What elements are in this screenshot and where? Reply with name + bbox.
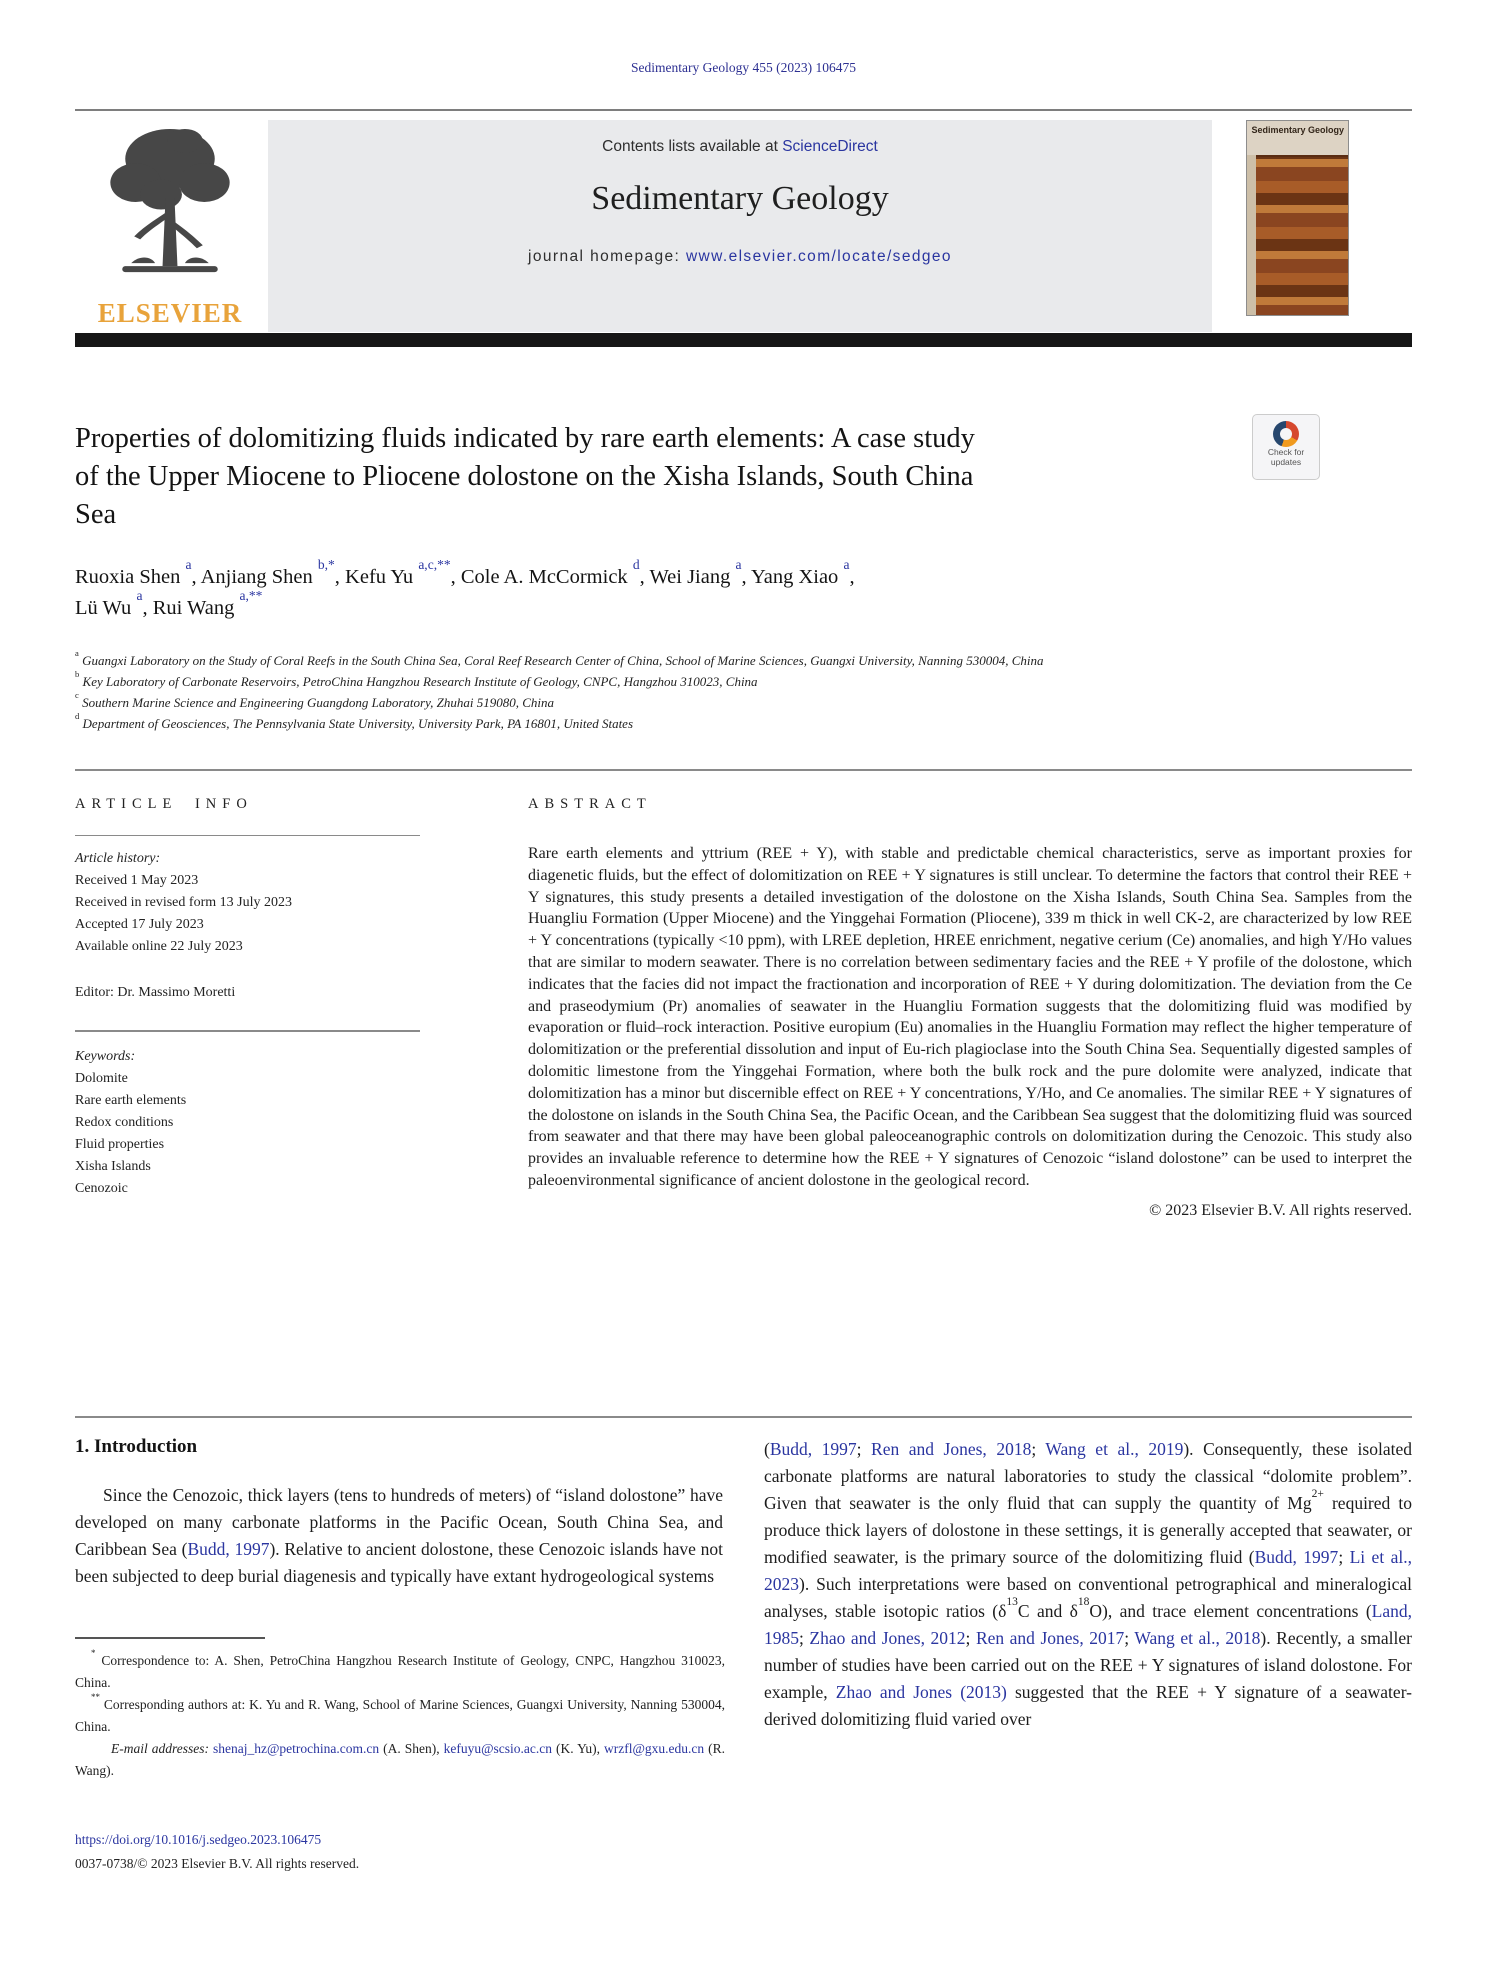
section-divider <box>75 769 1412 771</box>
history-label: Article history: <box>75 851 161 867</box>
text-segment: (A. Shen), <box>379 1741 444 1756</box>
elsevier-logo <box>75 120 265 332</box>
citation-link[interactable]: Zhao and Jones (2013) <box>835 1682 1007 1702</box>
text-segment: Contents lists available at <box>602 138 783 155</box>
article-title: Properties of dolomitizing fluids indicated by rare earth elements: A case study of the Upper Miocene to Pliocene dolostone on the Xisha Islands, South China Sea <box>75 423 975 530</box>
text-segment: Ruoxia Shen <box>75 566 186 588</box>
superscript: a,** <box>239 588 263 604</box>
superscript: 2+ <box>1311 1487 1324 1500</box>
journal-cover <box>1246 120 1349 316</box>
text-segment: C and δ <box>1017 1601 1078 1621</box>
journal-homepage-link[interactable]: www.elsevier.com/locate/sedgeo <box>685 248 952 265</box>
abstract-text: Rare earth elements and yttrium (REE + Y), with stable and predictable chemical characteristics, serve as important proxies for diagenetic fluids, but the effect of dolomitization on REE + Y signatures is still unclear. To determine the factors that control their REE + Y signatures, this study presents a detailed investigation of the dolostone on the Xisha Islands, South China Sea. Samples from the Huangliu Formation (Upper Miocene) and the Yinggehai Formation (Pliocene), 339 m thick in well CK-2, are characterized by low REE + Y concentrations (typically <10 ppm), with LREE depletion, HREE enrichment, negative cerium (Ce) anomalies, and high Y/Ho values that are similar to modern seawater. There is no correlation between sedimentary facies and the REE + Y profile of the dolostone, which indicates that the facies did not impact the fractionation and incorporation of REE + Y during dolomitization. The deviation from the Ce and praseodymium (Pr) anomalies of seawater in the Huangliu Formation suggests that the dolomitizing fluid was modified by evaporation or fluid–rock interaction. Positive europium (Eu) anomalies in the Huangliu Formation may reflect the higher temperature of dolomitization or the preferential dissolution and input of Eu-rich plagioclase into the South China Sea. Sequentially digested samples of dolomitic limestone from the Yinggehai Formation, where both the bulk rock and the pure dolomite were analyzed, indicate that dolomitization has a minor but discernible effect on REE + Y concentrations, Y/Ho, and Ce anomalies. The similar REE + Y signatures of the dolostone on islands in the South China Sea, the Pacific Ocean, and the Caribbean Sea suggest that the dolomitizing fluid was sourced from seawater and that there may have been global paleoceanographic controls on dolomitization during the Cenozoic. This study also provides an invaluable reference to determine how the REE + Y signatures of Cenozoic “island dolostone” can be used to interpret the paleoenvironmental significance of ancient dolostone in the geological record. <box>528 845 1412 1189</box>
citation-link[interactable]: Budd, 1997 <box>769 1439 857 1459</box>
citation-link[interactable]: Zhao and Jones, 2012 <box>809 1628 966 1648</box>
journal-citation-header: Sedimentary Geology 455 (2023) 106475 <box>631 60 856 75</box>
text-segment: journal homepage: <box>528 248 686 265</box>
homepage-line <box>268 248 1212 266</box>
text-segment: Department of Geosciences, The Pennsylvania State University, University Park, PA 16801, United States <box>79 716 634 731</box>
body-left-column <box>75 1436 723 1590</box>
text-segment: , Anjiang Shen <box>191 566 318 588</box>
history-item: Available online 22 July 2023 <box>75 939 243 955</box>
top-divider <box>75 109 1412 111</box>
text-segment: (K. Yu), <box>552 1741 604 1756</box>
text-segment: ; <box>1031 1439 1046 1459</box>
keyword-item: Xisha Islands <box>75 1158 151 1174</box>
abstract-copyright: © 2023 Elsevier B.V. All rights reserved. <box>1149 1201 1412 1219</box>
email-link[interactable]: shenaj_hz@petrochina.com.cn <box>212 1741 380 1756</box>
text-segment: ). Consequently, these isolated carbonate platforms are natural laboratories to study the classical “dolomite problem”. Given that seawater is the only fluid that can supply the quantity of Mg <box>764 1439 1412 1513</box>
citation-link[interactable]: Li et al., 2023 <box>764 1547 1412 1594</box>
text-segment: suggested that the REE + Y signature of a seawater-derived dolomitizing fluid varied over <box>764 1682 1412 1729</box>
editor-line: Editor: Dr. Massimo Moretti <box>75 985 236 1001</box>
elsevier-tree-icon <box>95 120 245 296</box>
text-segment: ; <box>856 1439 872 1459</box>
text-segment: , Kefu Yu <box>334 566 419 588</box>
email-link[interactable]: kefuyu@scsio.ac.cn <box>443 1741 552 1756</box>
article-history <box>75 848 420 1004</box>
affiliation-b <box>75 668 1412 692</box>
history-item: Received 1 May 2023 <box>75 873 199 889</box>
text-segment: Since the Cenozoic, thick layers (tens to hundreds of meters) of “island dolostone” have developed on many carbonate platforms in the Pacific Ocean, South China Sea, and Caribbean Sea ( <box>75 1485 723 1559</box>
text-segment: , <box>849 566 855 588</box>
corresponding-authors-footnote <box>75 1691 725 1738</box>
superscript: a <box>843 557 850 573</box>
keyword-item: Dolomite <box>75 1070 128 1086</box>
introduction-paragraph-continued <box>764 1436 1412 1733</box>
keyword-item: Fluid properties <box>75 1136 165 1152</box>
superscript: a,c,** <box>418 557 451 573</box>
text-segment: Key Laboratory of Carbonate Reservoirs, PetroChina Hangzhou Research Institute of Geology, CNPC, Hangzhou 310023, China <box>79 674 758 689</box>
text-segment: ; <box>1124 1628 1135 1648</box>
superscript: a <box>75 647 79 658</box>
superscript: * <box>91 1647 96 1658</box>
keywords-rule <box>75 1030 420 1031</box>
author-line-2 <box>75 588 1175 624</box>
keyword-item: Cenozoic <box>75 1180 128 1196</box>
abstract-column <box>528 796 1412 1220</box>
superscript: a <box>185 557 192 573</box>
affiliations <box>75 647 1412 734</box>
text-segment: Corresponding authors at: K. Yu and R. Wang, School of Marine Sciences, Guangxi University, Nanning 530004, China. <box>75 1697 725 1734</box>
affiliation-a <box>75 647 1412 671</box>
check-for-updates-badge[interactable] <box>1252 414 1320 480</box>
body-right-column <box>764 1436 1412 1733</box>
text-segment: Guangxi Laboratory on the Study of Coral Reefs in the South China Sea, Coral Reef Research Center of China, School of Marine Sciences, Guangxi University, Nanning 530004, China <box>78 653 1044 668</box>
text-segment: , Yang Xiao <box>741 566 844 588</box>
text-segment: O), and trace element concentrations ( <box>1089 1601 1372 1621</box>
email-addresses-footnote <box>75 1738 725 1782</box>
article-info-heading: ARTICLE INFO <box>75 796 253 812</box>
doi-link[interactable]: https://doi.org/10.1016/j.sedgeo.2023.106475 <box>75 1832 322 1847</box>
article-info-rule <box>75 835 420 836</box>
superscript: b,* <box>317 557 335 573</box>
masthead-banner <box>268 120 1212 332</box>
check-updates-label: Check for updates <box>1267 447 1305 467</box>
text-segment: Southern Marine Science and Engineering Guangdong Laboratory, Zhuhai 519080, China <box>78 695 555 710</box>
contents-line <box>268 138 1212 156</box>
superscript: a <box>136 588 143 604</box>
superscript: ** <box>91 1691 100 1702</box>
citation-link[interactable]: Budd, 1997 <box>1254 1547 1339 1567</box>
history-item: Received in revised form 13 July 2023 <box>75 895 292 911</box>
text-segment: ). Such interpretations were based on conventional petrographical and mineralogical analyses, stable isotopic ratios (δ <box>764 1574 1412 1621</box>
citation-link[interactable]: Wang et al., 2019 <box>1045 1439 1184 1459</box>
citation-link[interactable]: Ren and Jones, 2018 <box>871 1439 1032 1459</box>
text-segment: E-mail addresses: <box>111 1741 213 1756</box>
superscript: 18 <box>1077 1595 1090 1608</box>
crossmark-icon <box>1273 421 1299 447</box>
affiliation-c <box>75 689 1412 713</box>
introduction-paragraph <box>75 1482 723 1590</box>
superscript: d <box>632 557 640 573</box>
text-segment: ; <box>799 1628 810 1648</box>
introduction-heading: 1. Introduction <box>75 1436 198 1457</box>
keywords-label: Keywords: <box>75 1048 136 1064</box>
journal-title: Sedimentary Geology <box>591 180 889 217</box>
footnotes <box>75 1647 726 1782</box>
history-item: Accepted 17 July 2023 <box>75 917 204 933</box>
citation-link[interactable]: Wang et al., 2018 <box>1134 1628 1261 1648</box>
citation-link[interactable]: Budd, 1997 <box>187 1539 270 1559</box>
sciencedirect-link[interactable]: ScienceDirect <box>782 138 878 155</box>
keyword-item: Redox conditions <box>75 1114 174 1130</box>
text-segment: ( <box>764 1439 770 1459</box>
journal-cover-spine <box>1247 155 1256 315</box>
text-segment: (R. Wang). <box>75 1741 726 1778</box>
affiliation-d <box>75 710 1412 734</box>
text-segment: ; <box>1338 1547 1350 1567</box>
text-segment: ). Relative to ancient dolostone, these Cenozoic islands have not been subjected to deep burial diagenesis and typically have extant hydrogeological systems <box>75 1539 723 1586</box>
citation-link[interactable]: Land, 1985 <box>764 1601 1412 1648</box>
text-segment: Lü Wu <box>75 597 137 619</box>
abstract-heading: ABSTRACT <box>528 796 652 812</box>
journal-cover-header <box>1247 121 1348 157</box>
text-segment: Correspondence to: A. Shen, PetroChina Hangzhou Research Institute of Geology, CNPC, Hangzhou 310023, China. <box>75 1653 725 1690</box>
superscript: b <box>75 668 80 679</box>
keyword-item: Rare earth elements <box>75 1092 187 1108</box>
superscript: a <box>735 557 742 573</box>
footnote-rule <box>75 1637 265 1639</box>
masthead-black-bar <box>75 333 1412 347</box>
journal-cover-title: Sedimentary Geology <box>1251 125 1344 135</box>
elsevier-wordmark: ELSEVIER <box>97 298 243 328</box>
text-segment: ). Recently, a smaller number of studies have been carried out on the REE + Y signatures of island dolostone. For example, <box>764 1628 1412 1702</box>
text-segment: required to produce thick layers of dolostone in these settings, it is generally accepted that seawater, or modified seawater, is the primary source of the dolomitizing fluid ( <box>764 1493 1412 1567</box>
text-segment: , Rui Wang <box>142 597 240 619</box>
keywords-block <box>75 1046 420 1200</box>
superscript: 13 <box>1006 1595 1018 1608</box>
superscript: c <box>75 689 79 700</box>
email-link[interactable]: wrzfl@gxu.edu.cn <box>603 1741 705 1756</box>
superscript: d <box>75 710 80 721</box>
body-divider <box>75 1416 1412 1418</box>
text-segment: , Cole A. McCormick <box>450 566 633 588</box>
citation-link[interactable]: Ren and Jones, 2017 <box>975 1628 1125 1648</box>
author-list <box>75 557 1175 624</box>
text-segment: ; <box>965 1628 976 1648</box>
article-info-column <box>75 796 420 1200</box>
issn-copyright-line: 0037-0738/© 2023 Elsevier B.V. All rights reserved. <box>75 1856 360 1871</box>
correspondence-footnote <box>75 1647 725 1694</box>
text-segment: , Wei Jiang <box>639 566 736 588</box>
